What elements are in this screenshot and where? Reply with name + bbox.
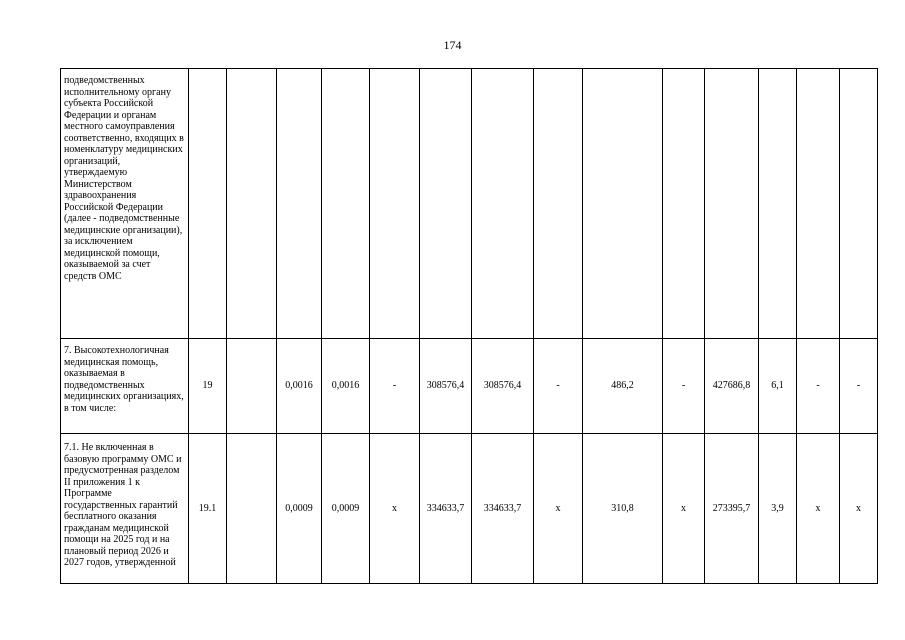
table-cell: х bbox=[797, 434, 840, 584]
table-cell: 0,0009 bbox=[322, 434, 370, 584]
table-cell: 308576,4 bbox=[472, 339, 534, 434]
table-cell: - bbox=[840, 339, 878, 434]
table-cell bbox=[322, 69, 370, 339]
table-cell: 3,9 bbox=[759, 434, 797, 584]
table-cell: 334633,7 bbox=[420, 434, 472, 584]
table-cell bbox=[840, 69, 878, 339]
table-cell bbox=[663, 69, 705, 339]
table-cell: х bbox=[534, 434, 583, 584]
table-cell bbox=[705, 69, 759, 339]
row-description: 7.1. Не включенная в базовую программу ОМС и предусмотренная разделом II приложения 1 к Программе государственных гарантий бесплатного оказания гражданам медицинской помощи на 2025 год и на плановый период 2026 и 2027 годов, утвержденной bbox=[61, 434, 189, 584]
table-cell bbox=[370, 69, 420, 339]
page-number: 174 bbox=[443, 38, 462, 52]
table-cell bbox=[277, 69, 322, 339]
table-cell: 310,8 bbox=[583, 434, 663, 584]
table-row bbox=[61, 69, 878, 339]
table-cell bbox=[189, 69, 227, 339]
table-cell: х bbox=[663, 434, 705, 584]
table-cell: 6,1 bbox=[759, 339, 797, 434]
table-cell: 0,0016 bbox=[277, 339, 322, 434]
table-cell: х bbox=[840, 434, 878, 584]
table-cell: - bbox=[534, 339, 583, 434]
table-cell bbox=[534, 69, 583, 339]
table-cell: - bbox=[797, 339, 840, 434]
table-cell bbox=[227, 69, 277, 339]
table-cell: х bbox=[370, 434, 420, 584]
table-cell bbox=[227, 339, 277, 434]
table-cell bbox=[227, 434, 277, 584]
table-cell bbox=[797, 69, 840, 339]
table-cell bbox=[583, 69, 663, 339]
table-cell: 19.1 bbox=[189, 434, 227, 584]
data-table bbox=[60, 68, 878, 584]
table-cell: 19 bbox=[189, 339, 227, 434]
table-cell: 427686,8 bbox=[705, 339, 759, 434]
table-cell: - bbox=[663, 339, 705, 434]
table-cell: 308576,4 bbox=[420, 339, 472, 434]
row-description: 7. Высокотехнологичная медицинская помощь, оказываемая в подведомственных медицинских организациях, в том числе: bbox=[61, 339, 189, 434]
table-row bbox=[61, 339, 878, 434]
table-cell bbox=[420, 69, 472, 339]
table-cell bbox=[472, 69, 534, 339]
table-cell: - bbox=[370, 339, 420, 434]
table-cell: 0,0016 bbox=[322, 339, 370, 434]
table-cell: 273395,7 bbox=[705, 434, 759, 584]
table-cell bbox=[759, 69, 797, 339]
row-description: подведомственных исполнительному органу субъекта Российской Федерации и органам местного самоуправления соответственно, входящих в номенклатуру медицинских организаций, утверждаемую Министерством здравоохранения Российской Федерации (далее - подведомственные медицинские организации), за исключением медицинской помощи, оказываемой за счет средств ОМС bbox=[61, 69, 189, 339]
table-row bbox=[61, 434, 878, 584]
table-cell: 486,2 bbox=[583, 339, 663, 434]
table-cell: 334633,7 bbox=[472, 434, 534, 584]
table-cell: 0,0009 bbox=[277, 434, 322, 584]
